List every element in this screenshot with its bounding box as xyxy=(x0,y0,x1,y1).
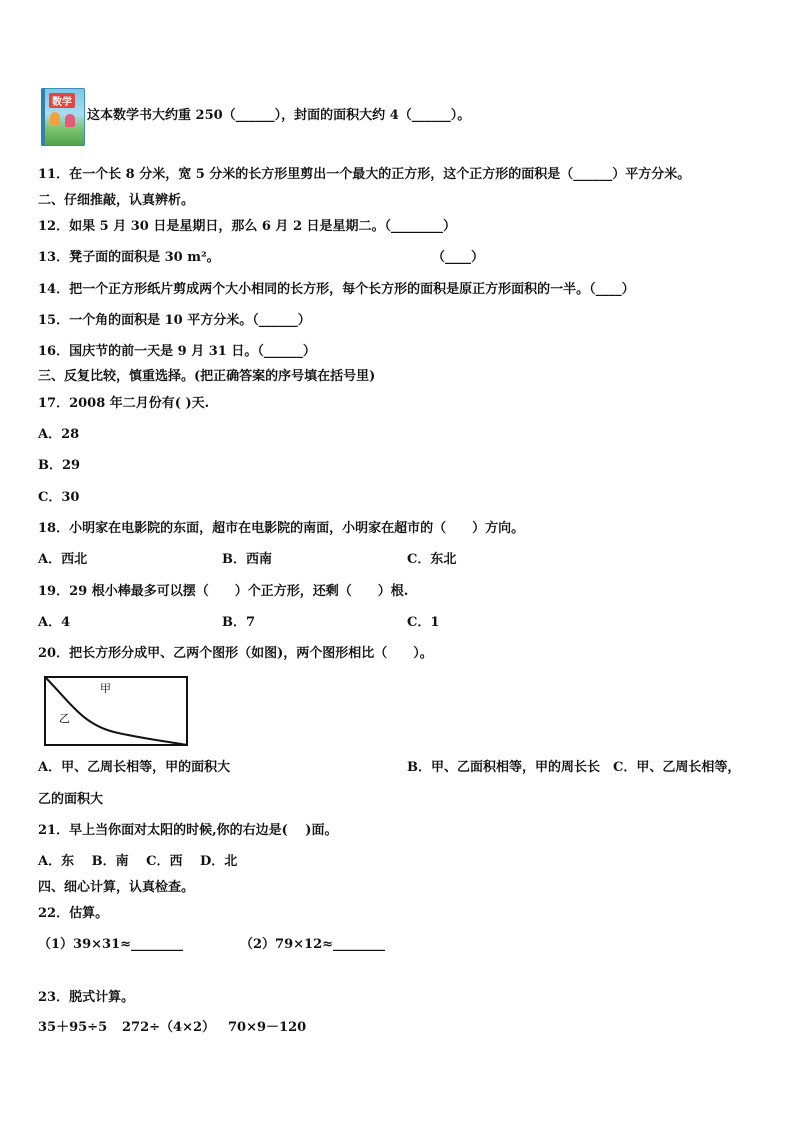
question-13-blank: （____） xyxy=(432,250,485,265)
question-20-stem: 20．把长方形分成甲、乙两个图形（如图)，两个图形相比（ ）。 xyxy=(38,646,433,661)
question-22-stem: 22．估算。 xyxy=(38,906,109,921)
question-17-option-b: B．29 xyxy=(38,458,81,473)
question-23-stem: 23．脱式计算。 xyxy=(38,990,135,1005)
question-19-option-b: B．7 xyxy=(222,615,256,630)
outer-rectangle xyxy=(45,677,187,745)
math-textbook-cover-image xyxy=(41,88,85,146)
question-23-part-2: 272÷（4×2） xyxy=(122,1020,216,1035)
question-22-part-1: （1）39×31≈________ xyxy=(38,937,184,952)
question-18-option-a: A．西北 xyxy=(38,552,88,567)
question-14: 14．把一个正方形纸片剪成两个大小相同的长方形，每个长方形的面积是原正方形面积的一半。（____） xyxy=(38,282,635,297)
question-18-option-c: C．东北 xyxy=(407,552,457,567)
question-11: 11．在一个长 8 分米，宽 5 分米的长方形里剪出一个最大的正方形，这个正方形的面积是（______）平方分米。 xyxy=(38,167,691,182)
question-20-option-a: A．甲、乙周长相等，甲的面积大 xyxy=(38,760,231,775)
book-cover-figure-right xyxy=(65,114,75,127)
question-21-options: A．东 B．南 C．西 D．北 xyxy=(38,854,238,869)
book-cover-title: 数学 xyxy=(49,93,75,108)
question-21-stem: 21．早上当你面对太阳的时候,你的右边是( )面。 xyxy=(38,823,338,838)
dividing-curve xyxy=(45,677,187,745)
section-3-heading: 三、反复比较，慎重选择。(把正确答案的序号填在括号里) xyxy=(38,369,376,384)
label-yi: 乙 xyxy=(59,712,70,725)
label-jia: 甲 xyxy=(100,682,111,695)
question-18-stem: 18．小明家在电影院的东面，超市在电影院的南面，小明家在超市的（ ）方向。 xyxy=(38,521,525,536)
rectangle-division-figure xyxy=(44,676,190,752)
section-4-heading: 四、细心计算，认真检查。 xyxy=(38,880,195,895)
question-20-option-c-continued: 乙的面积大 xyxy=(38,792,104,807)
question-17-stem: 17．2008 年二月份有( )天. xyxy=(38,396,210,411)
question-17-option-a: A．28 xyxy=(38,427,80,442)
section-2-heading: 二、仔细推敲，认真辨析。 xyxy=(38,193,195,208)
question-16: 16．国庆节的前一天是 9 月 31 日。（______） xyxy=(38,344,316,359)
question-15: 15．一个角的面积是 10 平方分米。（______） xyxy=(38,313,311,328)
question-12: 12．如果 5 月 30 日是星期日，那么 6 月 2 日是星期二。（________） xyxy=(38,219,457,234)
question-10: 这本数学书大约重 250（______），封面的面积大约 4（______）。 xyxy=(87,108,471,123)
rectangle-division-svg xyxy=(44,676,190,748)
question-19-option-c: C．1 xyxy=(407,615,440,630)
question-18-option-b: B．西南 xyxy=(222,552,272,567)
book-spine xyxy=(41,88,45,146)
question-19-option-a: A．4 xyxy=(38,615,71,630)
question-22-part-2: （2）79×12≈________ xyxy=(240,937,386,952)
question-19-stem: 19．29 根小棒最多可以摆（ ）个正方形，还剩（ ）根. xyxy=(38,584,409,599)
question-17-option-c: C．30 xyxy=(38,490,80,505)
question-13: 13．凳子面的面积是 30 m²。 xyxy=(38,250,220,265)
book-cover-figure-left xyxy=(50,112,60,126)
question-23-part-1: 35＋95÷5 xyxy=(38,1020,108,1035)
question-23-part-3: 70×9－120 xyxy=(228,1020,307,1035)
question-20-option-bc: B．甲、乙面积相等，甲的周长长 C．甲、乙周长相等， xyxy=(407,760,741,775)
